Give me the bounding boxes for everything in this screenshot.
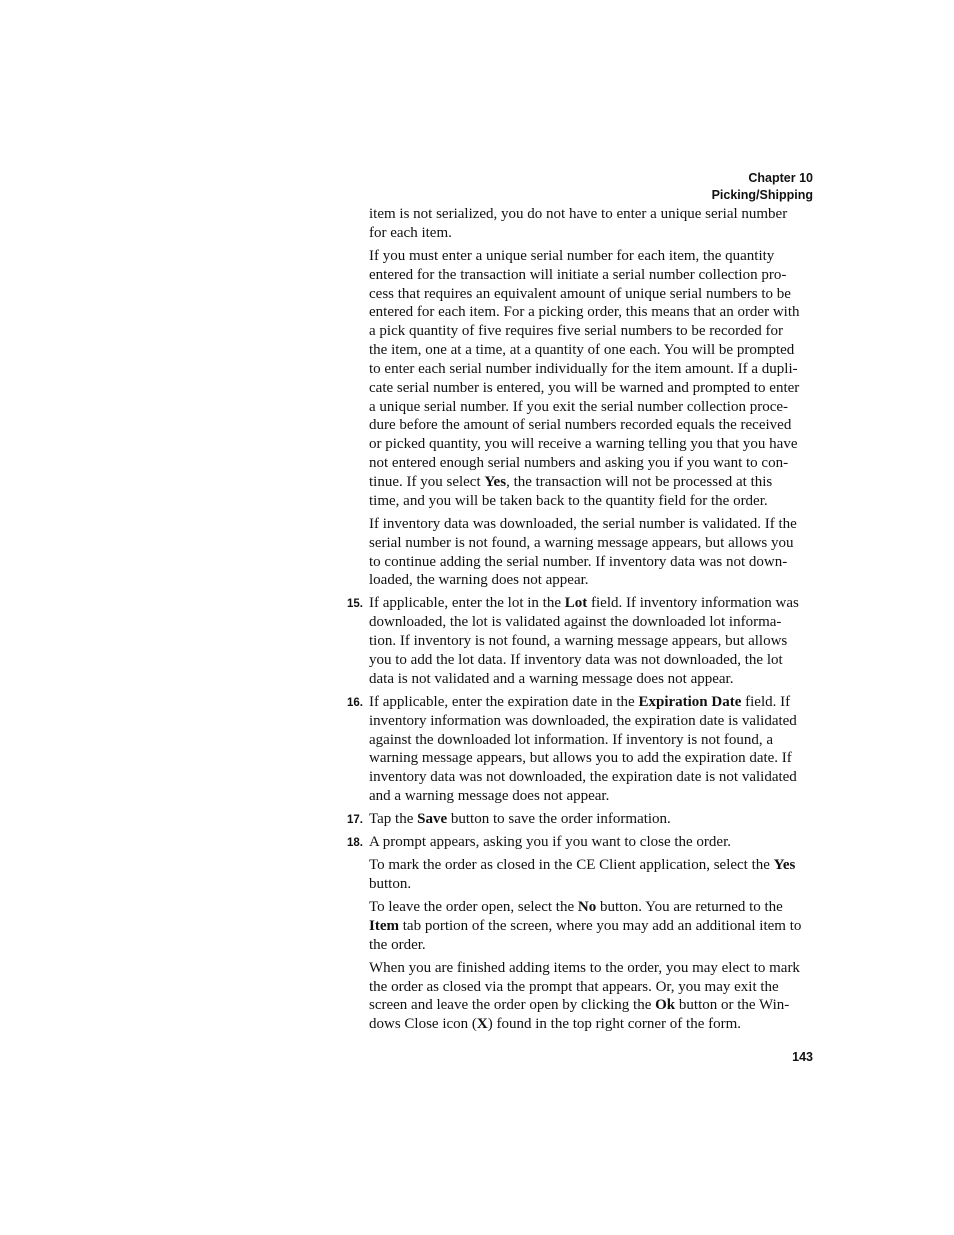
paragraph-leave-open bbox=[369, 898, 814, 955]
body-text bbox=[347, 205, 814, 1038]
paragraph-inventory-validation bbox=[369, 515, 814, 590]
step-text: If applicable, enter the expiration date in the bbox=[369, 693, 639, 710]
paragraph bbox=[369, 205, 814, 243]
bold-term: X bbox=[476, 1016, 488, 1033]
paragraph-finished bbox=[369, 959, 814, 1034]
paragraph-close-order bbox=[369, 856, 814, 894]
step-text: button to save the order information. bbox=[447, 811, 671, 828]
paragraph-text: button or the Win- dows Close icon ( bbox=[369, 997, 790, 1033]
step-text: field. If inventory information was downloaded, the lot is validated against the downloaded lot informa- tion. If inventory is not found, a warning message appears, but allows you to add the lot data. If inventory data was not downloaded, the lot data is not validated and a warning message does not appear. bbox=[369, 595, 799, 687]
step-text: A prompt appears, asking you if you want to close the order. bbox=[369, 834, 732, 851]
step-18 bbox=[347, 833, 814, 852]
bold-term: Save bbox=[417, 811, 448, 828]
paragraph-text: To leave the order open, select the bbox=[369, 899, 578, 916]
page-number: 143 bbox=[792, 1050, 813, 1064]
bold-term: Item bbox=[369, 917, 399, 934]
step-text: Tap the bbox=[369, 811, 418, 828]
bold-term: Lot bbox=[564, 595, 588, 612]
paragraph-text: ) found in the top right corner of the form. bbox=[487, 1016, 742, 1033]
paragraph-text: button. You are returned to the bbox=[599, 899, 783, 916]
step-number: 16. bbox=[347, 696, 363, 709]
step-text: If applicable, enter the lot in the bbox=[369, 595, 565, 612]
chapter-label: Chapter 10 bbox=[748, 171, 813, 185]
step-number: 18. bbox=[347, 837, 363, 850]
step-16 bbox=[347, 693, 814, 806]
step-15 bbox=[347, 594, 814, 688]
paragraph-text: When you are finished adding items to the order, you may elect to mark the order as closed via the prompt that appears. Or, you may exit the screen and leave the order open by clicking the bbox=[369, 959, 800, 1014]
paragraph-text: To mark the order as closed in the CE Client application, select the bbox=[369, 857, 774, 874]
bold-term: Yes bbox=[773, 857, 796, 874]
bold-term: Ok bbox=[655, 997, 676, 1014]
bold-term: Expiration Date bbox=[638, 693, 742, 710]
paragraph-text: If inventory data was downloaded, the serial number is validated. If the serial number is not found, a warning message appears, but allows you to continue adding the serial number. If inventory data was not down- loaded, the warning does not appear. bbox=[369, 515, 797, 589]
bold-term: Yes bbox=[484, 474, 507, 490]
paragraph-text: , the transaction will not be processed at this time, and you will be taken back to the quantity field for the order. bbox=[369, 474, 773, 509]
paragraph-text: If you must enter a unique serial number for each item, the quantity entered for the transaction will initiate a serial number collection pro- cess that requires an equivalent amount of unique serial numbers to be entered for each item. For a picking order, this means that an order with a pick quantity of five requires five serial numbers to be recorded for the item, one at a time, at a quantity of one each. You will be prompted to enter each serial number individually for the item amount. If a dupli- cate serial number is entered, you will be warned and prompted to enter a unique serial number. If you exit the serial number collection proce- dure before the amount of serial numbers recorded equals the received or picked quantity, you will receive a warning telling you that you have not entered enough serial numbers and asking you if you want to con- tinue. If you select bbox=[369, 247, 800, 490]
step-17 bbox=[347, 810, 814, 829]
step-text: field. If inventory information was downloaded, the expiration date is validated against the downloaded lot information. If inventory is not found, a warning message appears, but allows you to add the expiration date. If inventory data was not downloaded, the expiration date is not validated and a warning message does not appear. bbox=[369, 693, 797, 805]
paragraph-text: item is not serialized, you do not have to enter a unique serial number for each item. bbox=[369, 206, 788, 241]
step-number: 17. bbox=[347, 814, 363, 827]
paragraph-text: tab portion of the screen, where you may add an additional item to the order. bbox=[369, 917, 802, 953]
running-header bbox=[712, 170, 813, 203]
paragraph-text: button. bbox=[369, 876, 412, 892]
step-number: 15. bbox=[347, 598, 363, 611]
paragraph-serial-collection bbox=[369, 247, 814, 511]
bold-term: No bbox=[577, 899, 597, 916]
section-label: Picking/Shipping bbox=[711, 187, 813, 202]
